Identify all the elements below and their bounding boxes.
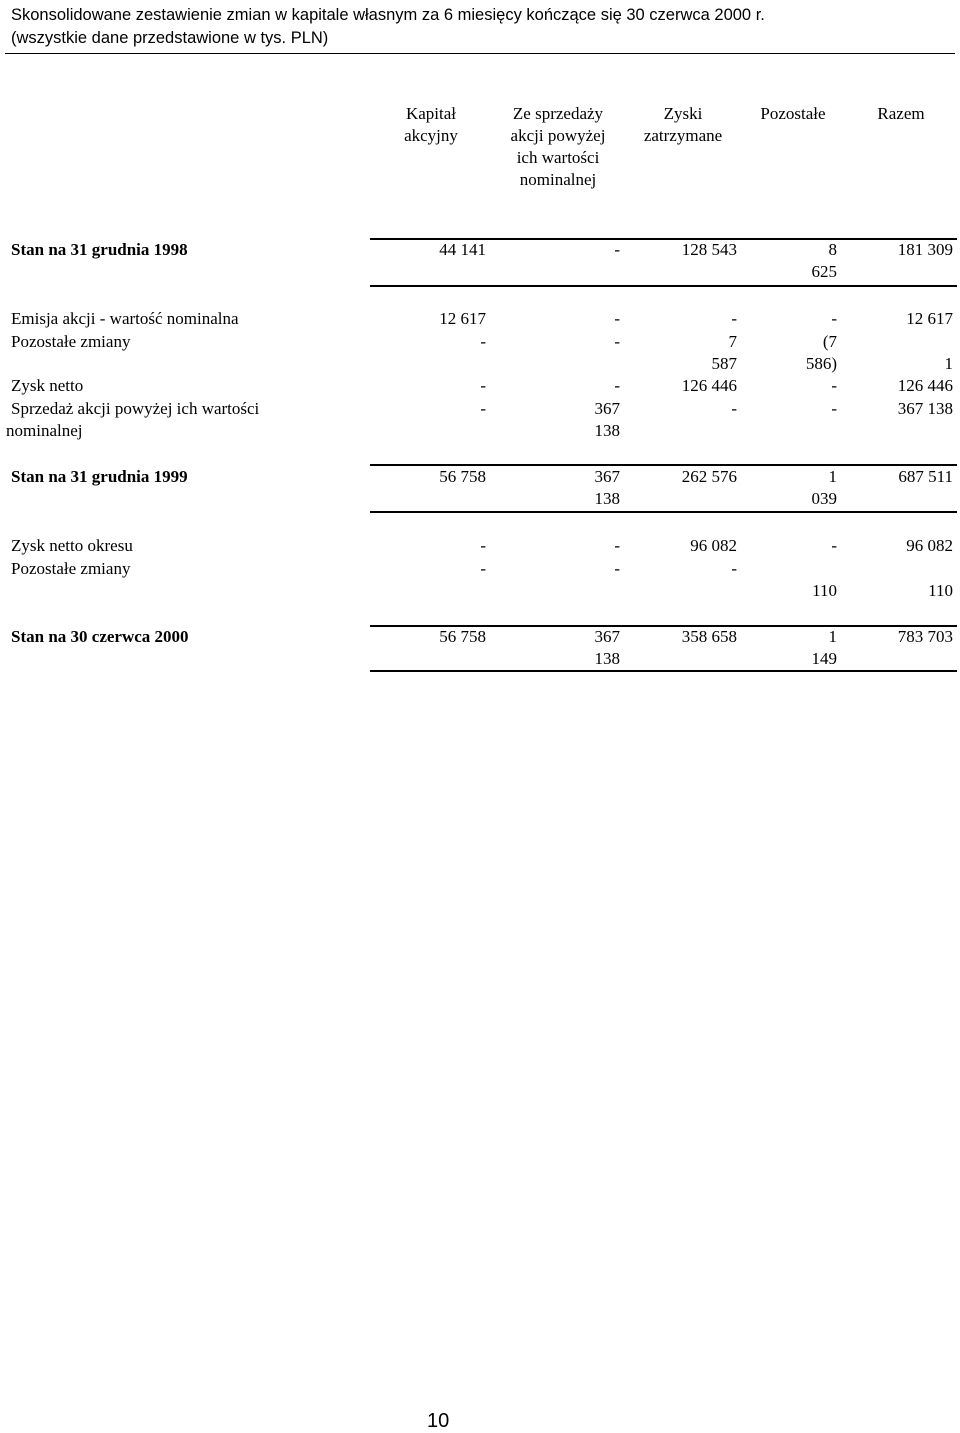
cell: -	[614, 332, 620, 351]
document-subtitle: (wszystkie dane przedstawione w tys. PLN)	[11, 29, 329, 47]
table-row-continuation	[0, 580, 960, 602]
row-label: Sprzedaż akcji powyżej ich wartości	[11, 399, 260, 418]
row-label: Stan na 30 czerwca 2000	[11, 627, 189, 646]
cell: 367	[594, 399, 620, 418]
cell: 783 703	[897, 627, 953, 646]
cell: 8	[828, 240, 837, 259]
cell: -	[831, 399, 837, 418]
cell: 1	[828, 467, 837, 486]
cell: -	[831, 536, 837, 555]
table-row	[0, 535, 960, 557]
cell: -	[614, 536, 620, 555]
row-rule	[370, 511, 957, 513]
table-row	[0, 331, 960, 353]
table-row-continuation	[0, 353, 960, 375]
column-header-pozostale: Pozostałe	[760, 104, 826, 123]
row-rule	[370, 238, 957, 240]
row-label: Zysk netto okresu	[11, 536, 133, 555]
header-rule	[5, 53, 955, 54]
cell: 367	[594, 467, 620, 486]
cell: 12 617	[906, 309, 953, 328]
cell: -	[480, 559, 486, 578]
cell: 367 138	[897, 399, 953, 418]
cell: -	[831, 309, 837, 328]
cell: -	[614, 309, 620, 328]
table-row	[0, 558, 960, 580]
cell: -	[480, 376, 486, 395]
row-label: Stan na 31 grudnia 1998	[11, 240, 188, 259]
cell: -	[614, 559, 620, 578]
cell: 138	[594, 421, 620, 440]
table-row	[0, 466, 960, 488]
cell: 7	[728, 332, 737, 351]
cell: -	[731, 559, 737, 578]
cell: 110	[928, 581, 953, 600]
table-row	[0, 398, 960, 420]
cell: 44 141	[439, 240, 486, 259]
table-row	[0, 375, 960, 397]
cell: -	[614, 240, 620, 259]
cell: -	[731, 399, 737, 418]
cell: 12 617	[439, 309, 486, 328]
table-row-continuation	[0, 488, 960, 510]
row-rule	[370, 670, 957, 672]
row-rule	[370, 285, 957, 287]
cell: 358 658	[681, 627, 737, 646]
cell: -	[831, 376, 837, 395]
column-header-sprzedaz-akcji: Ze sprzedaży akcji powyżej ich wartości nominalnej	[510, 104, 606, 189]
cell: 110	[812, 581, 837, 600]
row-label: Stan na 31 grudnia 1999	[11, 467, 188, 486]
table-row-continuation	[0, 261, 960, 283]
cell: -	[480, 399, 486, 418]
column-header-zyski-zatrzymane: Zyski zatrzymane	[643, 104, 723, 145]
table-row-continuation	[0, 648, 960, 670]
cell: 149	[811, 649, 837, 668]
row-label: nominalnej	[6, 421, 83, 440]
cell: 56 758	[439, 627, 486, 646]
cell: -	[731, 309, 737, 328]
row-label: Pozostałe zmiany	[11, 332, 131, 351]
cell: 138	[594, 649, 620, 668]
cell: 138	[594, 489, 620, 508]
row-label: Pozostałe zmiany	[11, 559, 131, 578]
cell: 128 543	[681, 240, 737, 259]
cell: -	[614, 376, 620, 395]
cell: 262 576	[681, 467, 737, 486]
cell: 625	[811, 262, 837, 281]
page-number: 10	[427, 1410, 450, 1432]
table-row	[0, 239, 960, 261]
cell: 587	[711, 354, 737, 373]
cell: (7	[822, 332, 837, 351]
cell: 96 082	[690, 536, 737, 555]
table-row	[0, 308, 960, 330]
document-title: Skonsolidowane zestawienie zmian w kapitale własnym za 6 miesięcy kończące się 30 czerwca 2000 r.	[11, 6, 765, 24]
cell: -	[480, 332, 486, 351]
cell: 1	[944, 354, 953, 373]
table-row-continuation	[0, 420, 960, 442]
cell: 367	[594, 627, 620, 646]
cell: 126 446	[897, 376, 953, 395]
cell: 039	[811, 489, 837, 508]
cell: 56 758	[439, 467, 486, 486]
cell: 1	[828, 627, 837, 646]
column-header-kapital-akcyjny: Kapitał akcyjny	[404, 104, 458, 145]
table-row	[0, 626, 960, 648]
cell: -	[480, 536, 486, 555]
cell: 687 511	[898, 467, 953, 486]
cell: 96 082	[906, 536, 953, 555]
column-header-razem: Razem	[877, 104, 925, 123]
cell: 586)	[805, 354, 837, 373]
cell: 181 309	[897, 240, 953, 259]
row-label: Emisja akcji - wartość nominalna	[11, 309, 239, 328]
cell: 126 446	[681, 376, 737, 395]
row-label: Zysk netto	[11, 376, 84, 395]
